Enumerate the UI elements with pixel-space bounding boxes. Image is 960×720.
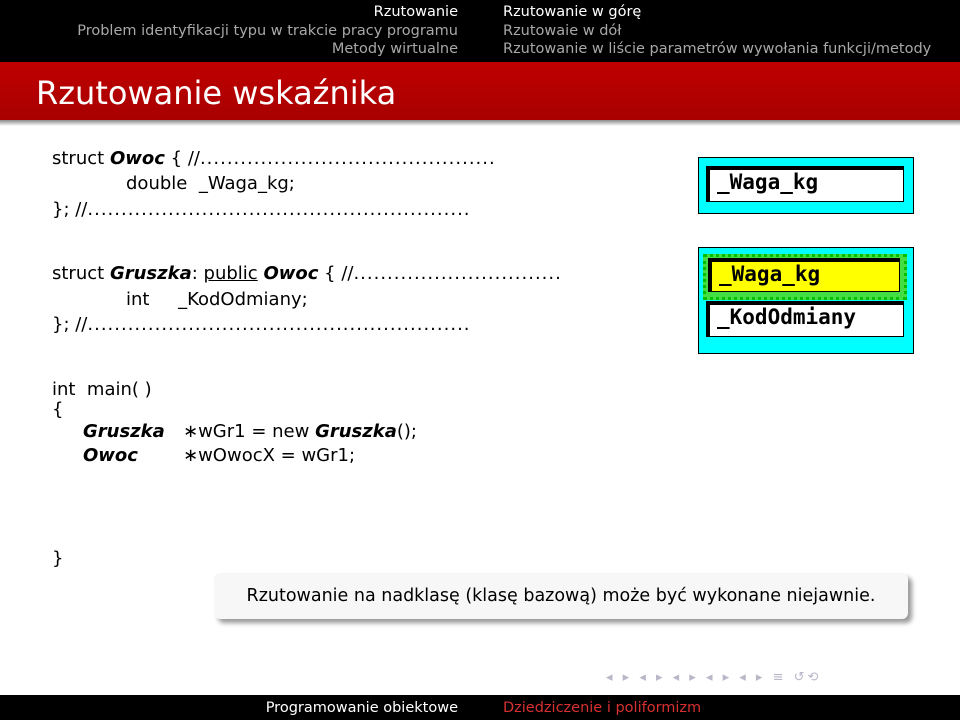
nav-subsection-rzutowanie-w-gore[interactable]: Rzutowanie w górę <box>503 4 642 20</box>
page-title: Rzutowanie wskaźnika <box>36 74 397 112</box>
code-gruszka-line-2: int _KodOdmiany; <box>126 289 308 310</box>
nav-subsection-rzutowanie-w-dol[interactable]: Rzutowaie w dół <box>503 23 622 39</box>
nav-section-problem-identyfikacji[interactable]: Problem identyfikacji typu w trakcie pracy programu <box>77 23 458 39</box>
code-main-line-4: Owoc ∗wOwocX = wGr1; <box>83 445 356 466</box>
owoc-field-waga-kg: _Waga_kg <box>706 166 904 202</box>
gruszka-base-field-waga-kg: _Waga_kg <box>708 258 900 292</box>
code-gruszka-line-3: }; //......................................................... <box>52 314 471 335</box>
nav-section-rzutowanie[interactable]: Rzutowanie <box>373 4 458 20</box>
title-shadow <box>0 120 960 126</box>
code-main-line-5: } <box>52 548 64 569</box>
code-owoc-line-3: }; //......................................................... <box>52 199 471 220</box>
footer-bar <box>0 695 960 720</box>
nav-subsection-rzutowanie-parametry[interactable]: Rzutowanie w liście parametrów wywołania funkcji/metody <box>503 41 932 57</box>
note-box: Rzutowanie na nadklasę (klasę bazową) może być wykonane niejawnie. <box>214 573 908 619</box>
gruszka-field-kod-odmiany: _KodOdmiany <box>706 301 904 337</box>
code-owoc-line-2: double _Waga_kg; <box>126 173 295 194</box>
footer-topic: Dziedziczenie i poliformizm <box>503 700 702 716</box>
code-main-line-1: int main( ) <box>52 379 152 400</box>
footer-course: Programowanie obiektowe <box>265 700 458 716</box>
code-main-line-2: { <box>52 399 64 420</box>
code-owoc-line-1: struct Owoc { //............................................ <box>52 148 496 169</box>
beamer-navigation-icons[interactable]: ◂ ▸ ◂ ▸ ◂ ▸ ◂ ▸ ◂ ▸ ≡ ↺⟲ <box>606 670 822 685</box>
nav-section-metody-wirtualne[interactable]: Metody wirtualne <box>331 41 458 57</box>
code-gruszka-line-1: struct Gruszka: public Owoc { //............................... <box>52 263 562 284</box>
code-main-line-3: Gruszka ∗wGr1 = new Gruszka(); <box>83 421 417 442</box>
